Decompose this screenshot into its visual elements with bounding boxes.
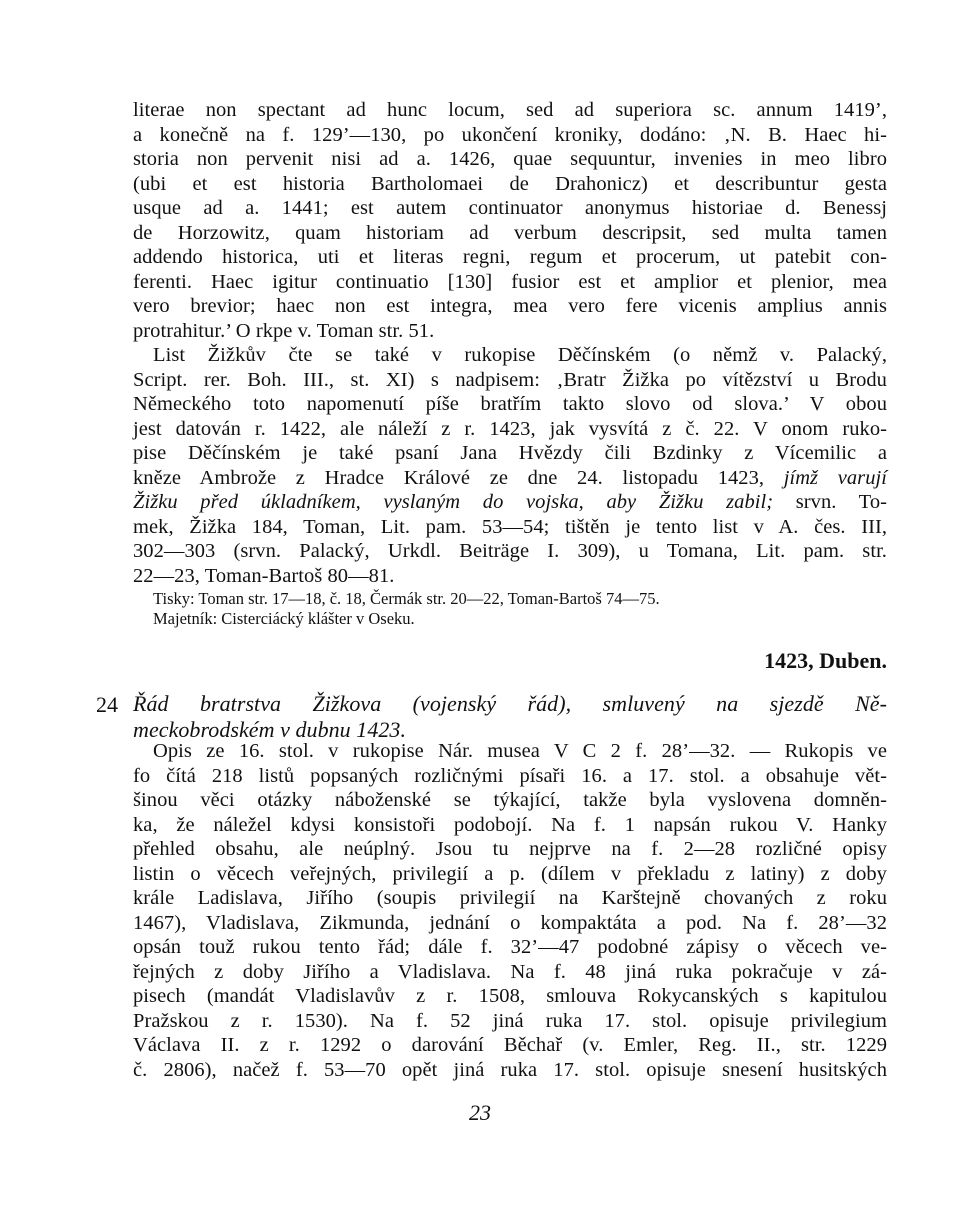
entry-title	[133, 691, 887, 743]
text-line: a konečně na f. 129’—130, po ukončení kroniky, dodáno: ‚N. B. Haec hi‑	[133, 123, 887, 146]
text-line: de Horzowitz, quam historiam ad verbum descripsit, sed multa tamen	[133, 221, 887, 244]
text-line: šinou věci otázky náboženské se týkající, takže byla vyslovena domněn‑	[133, 789, 887, 811]
text-line: fo čítá 218 listů popsaných rozličnými písaři 16. a 17. stol. a obsahuje vět‑	[133, 764, 887, 787]
text-segment: srvn. To‑	[773, 491, 887, 513]
text-line-mixed	[133, 490, 887, 515]
text-line: pisech (mandát Vladislavův z r. 1508, smlouva Rokycanských s kapitulou	[133, 985, 887, 1007]
text-line: Václava II. z r. 1292 o darování Běchař (v. Emler, Reg. II., str. 1229	[133, 1034, 887, 1056]
italic-segment: Žižku před úkladníkem, vyslaným do vojska, aby Žižku zabil;	[133, 491, 774, 513]
entry-title-line: meckobrodském v dubnu 1423.	[133, 717, 407, 742]
text-line: addendo historica, uti et literas regni, regum et procerum, ut patebit con‑	[133, 246, 887, 268]
text-line: Opis ze 16. stol. v rukopise Nár. musea V C 2 f. 28’—32. — Rukopis ve	[153, 740, 887, 762]
text-line: List Žižkův čte se také v rukopise Děčínském (o němž v. Palacký,	[153, 344, 887, 366]
text-line: literae non spectant ad hunc locum, sed ad superiora sc. annum 1419’,	[133, 99, 887, 121]
entry-title-line: Řád bratrstva Žižkova (vojenský řád), smluvený na sjezdě Ně‑	[133, 691, 887, 716]
prints-note: Tisky: Toman str. 17—18, č. 18, Čermák str. 20—22, Toman‑Bartoš 74—75.	[153, 589, 660, 608]
text-line: usque ad a. 1441; est autem continuator anonymus historiae d. Benessj	[133, 197, 887, 219]
text-line: přehled obsahu, ale neúplný. Jsou tu nejprve na f. 2—28 rozličné opisy	[133, 838, 887, 860]
text-line: č. 2806), načež f. 53—70 opět jiná ruka 17. stol. opisuje snesení husitských	[133, 1058, 887, 1081]
text-line: Script. rer. Boh. III., st. XI) s nadpisem: ‚Bratr Žižka po vítězství u Brodu	[133, 368, 887, 391]
italic-segment: jímž varují	[783, 466, 887, 489]
text-line: pise Děčínském je také psaní Jana Hvězdy čili Bzdinky z Vícemilic a	[133, 442, 887, 464]
date-heading: 1423, Duben.	[764, 648, 887, 673]
text-line: opsán touž rukou tento řád; dále f. 32’—47 podobné zápisy o věcech ve‑	[133, 936, 887, 958]
bottom-paragraphs	[133, 739, 887, 1082]
text-line: řejných z doby Jiřího a Vladislava. Na f. 48 jiná ruka pokračuje v zá‑	[133, 960, 887, 983]
text-line-mixed	[133, 466, 887, 491]
text-line: storia non pervenit nisi ad a. 1426, quae sequuntur, invenies in meo libro	[133, 148, 887, 170]
text-line: 302—303 (srvn. Palacký, Urkdl. Beiträge I. 309), u Tomana, Lit. pam. str.	[133, 540, 887, 562]
text-line: mek, Žižka 184, Toman, Lit. pam. 53—54; tištěn je tento list v A. čes. III,	[133, 515, 887, 538]
text-segment: kněze Ambrože z Hradce Králové ze dne 24. listopadu 1423,	[133, 466, 784, 489]
text-line: 22—23, Toman‑Bartoš 80—81.	[133, 564, 395, 587]
text-line: Německého toto napomenutí píše bratřím takto slovo od slova.’ V obou	[133, 393, 887, 415]
entry-number: 24	[96, 692, 118, 717]
text-line: (ubi et est historia Bartholomaei de Drahonicz) et describuntur gesta	[133, 172, 887, 195]
owner-note: Majetník: Cisterciácký klášter v Oseku.	[153, 609, 415, 628]
text-line: ka, že náležel kdysi konsistoři podobojí. Na f. 1 napsán rukou V. Hanky	[133, 813, 887, 836]
page-number: 23	[469, 1100, 491, 1125]
text-line: krále Ladislava, Jiřího (soupis privilegií na Karštejně chovaných z roku	[133, 887, 887, 909]
text-line: ferenti. Haec igitur continuatio [130] fusior est et amplior et plenior, mea	[133, 270, 887, 293]
text-line: 1467), Vladislava, Zikmunda, jednání o kompaktáta a pod. Na f. 28’—32	[133, 911, 887, 934]
text-line: listin o věcech veřejných, privilegií a p. (dílem v překladu z latiny) z doby	[133, 862, 887, 885]
text-line: jest datován r. 1422, ale náleží z r. 1423, jak vysvítá z č. 22. V onom ruko‑	[133, 417, 887, 440]
text-line: Pražskou z r. 1530). Na f. 52 jiná ruka 17. stol. opisuje privilegium	[133, 1009, 887, 1032]
text-line: vero brevior; haec non est integra, mea vero fere vicenis amplius annis	[133, 295, 887, 317]
top-paragraphs	[133, 98, 887, 629]
text-line: protrahitur.’ O rkpe v. Toman str. 51.	[133, 319, 435, 342]
